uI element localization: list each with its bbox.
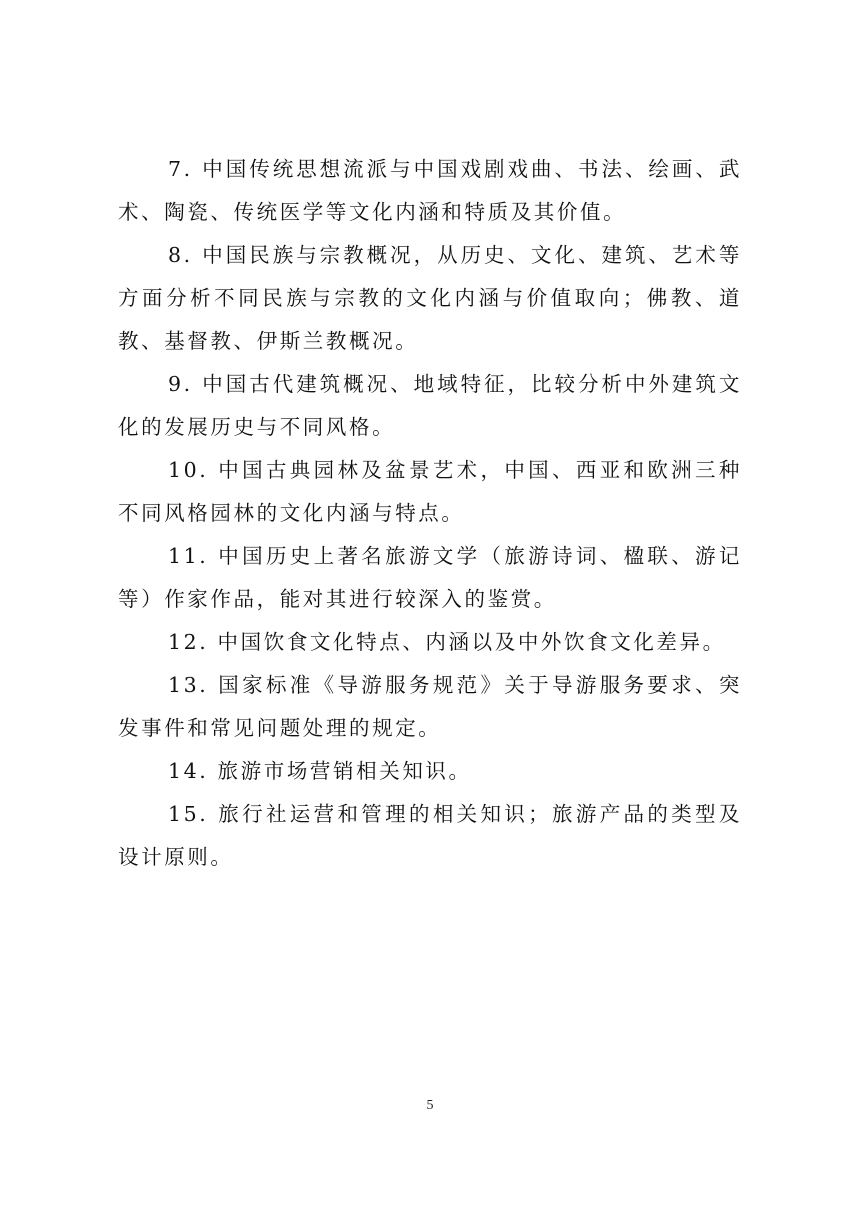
list-item-7: 7. 中国传统思想流派与中国戏剧戏曲、书法、绘画、武术、陶瓷、传统医学等文化内涵和特质及其价值。 [118,157,742,224]
list-item-9: 9. 中国古代建筑概况、地域特征，比较分析中外建筑文化的发展历史与不同风格。 [118,372,742,439]
list-item-11: 11. 中国历史上著名旅游文学（旅游诗词、楹联、游记等）作家作品，能对其进行较深入的鉴赏。 [118,544,742,611]
list-item-15: 15. 旅行社运营和管理的相关知识；旅游产品的类型及设计原则。 [118,802,742,869]
page-number: 5 [426,1098,434,1113]
body-text [118,148,742,879]
list-item-12: 12. 中国饮食文化特点、内涵以及中外饮食文化差异。 [168,630,726,654]
list-item-13: 13. 国家标准《导游服务规范》关于导游服务要求、突发事件和常见问题处理的规定。 [118,673,742,740]
list-item-14: 14. 旅游市场营销相关知识。 [168,759,472,783]
list-item-8: 8. 中国民族与宗教概况，从历史、文化、建筑、艺术等方面分析不同民族与宗教的文化内涵与价值取向；佛教、道教、基督教、伊斯兰教概况。 [118,243,742,353]
list-item-10: 10. 中国古典园林及盆景艺术，中国、西亚和欧洲三种不同风格园林的文化内涵与特点。 [118,458,742,525]
